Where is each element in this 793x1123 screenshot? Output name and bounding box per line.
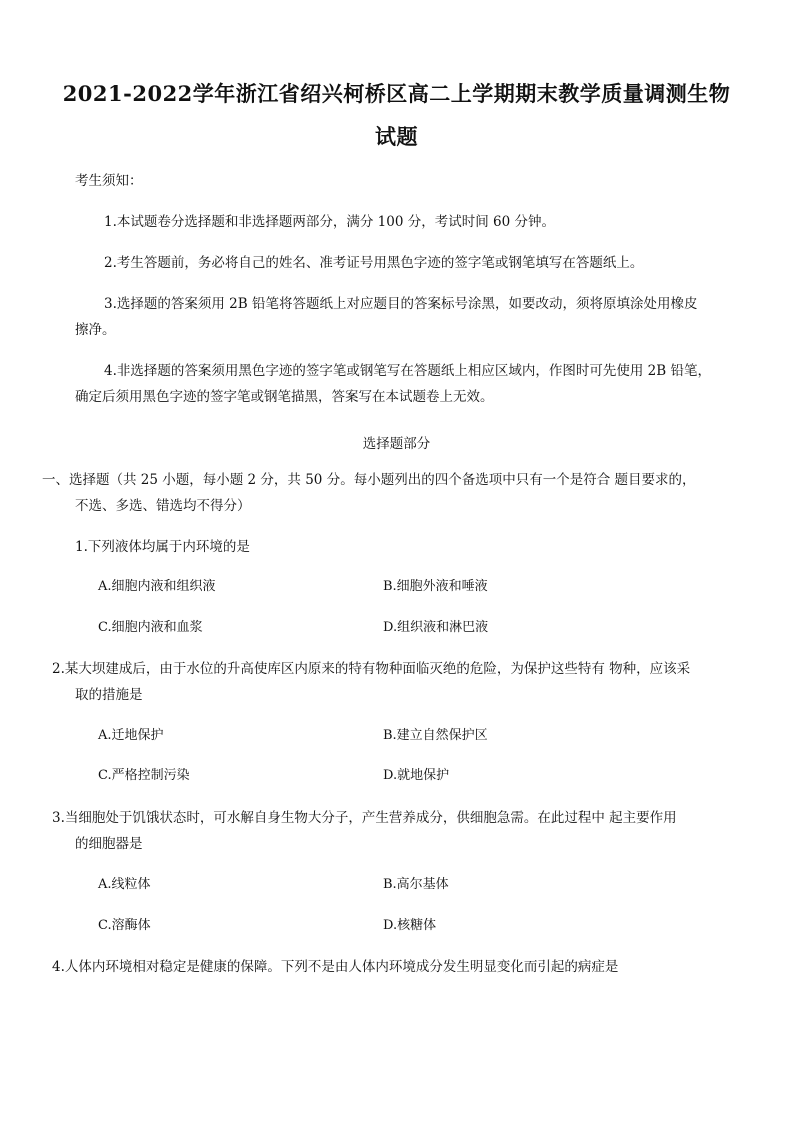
question-3-option-d: D.核糖体 bbox=[383, 918, 437, 933]
part-one-heading: 一、选择题（共 25 小题，每小题 2 分，共 50 分。每小题列出的四个备选项中只有一个是符合 题目要求的， bbox=[42, 472, 696, 488]
exam-title-line2: 试题 bbox=[375, 124, 418, 149]
question-2-option-c: C.严格控制污染 bbox=[98, 768, 190, 783]
exam-title-line1: 2021-2022学年浙江省绍兴柯桥区高二上学期期末教学质量调测生物 bbox=[62, 81, 731, 106]
question-4-stem: 4.人体内环境相对稳定是健康的保障。下列不是由人体内环境成分发生明显变化而引起的病症是 bbox=[52, 959, 619, 975]
question-1-option-b: B.细胞外液和唾液 bbox=[383, 579, 488, 594]
question-1-option-d: D.组织液和淋巴液 bbox=[383, 620, 489, 635]
question-3-stem: 3.当细胞处于饥饿状态时，可水解自身生物大分子，产生营养成分，供细胞急需。在此过程中 起主要作用 bbox=[52, 810, 677, 826]
question-1-option-c: C.细胞内液和血浆 bbox=[98, 620, 203, 635]
notice-item-3: 3.选择题的答案须用 2B 铅笔将答题纸上对应题目的答案标号涂黑，如要改动，须将原填涂处用橡皮 bbox=[104, 296, 698, 312]
question-3-stem-cont: 的细胞器是 bbox=[75, 836, 143, 852]
question-1-option-a: A.细胞内液和组织液 bbox=[98, 579, 216, 594]
question-3-option-c: C.溶酶体 bbox=[98, 918, 151, 933]
question-3-option-a: A.线粒体 bbox=[98, 877, 151, 892]
question-2-stem-cont: 取的措施是 bbox=[75, 687, 143, 703]
notice-item-4-cont: 确定后须用黑色字迹的签字笔或钢笔描黑，答案写在本试题卷上无效。 bbox=[75, 389, 494, 405]
question-2-stem: 2.某大坝建成后，由于水位的升高使库区内原来的特有物种面临灭绝的危险，为保护这些特有 物种，应该采 bbox=[52, 661, 691, 677]
question-3-option-b: B.高尔基体 bbox=[383, 877, 449, 892]
notice-item-4: 4.非选择题的答案须用黑色字迹的签字笔或钢笔写在答题纸上相应区域内，作图时可先使用 2B 铅笔， bbox=[104, 363, 711, 379]
question-2-option-d: D.就地保护 bbox=[383, 768, 450, 783]
notice-item-3-cont: 擦净。 bbox=[75, 322, 116, 338]
notice-item-1: 1.本试题卷分选择题和非选择题两部分，满分 100 分，考试时间 60 分钟。 bbox=[104, 214, 555, 230]
question-2-option-a: A.迁地保护 bbox=[98, 728, 164, 743]
question-1-stem: 1.下列液体均属于内环境的是 bbox=[75, 539, 250, 555]
part-one-heading-cont: 不选、多选、错选均不得分） bbox=[75, 498, 251, 514]
notice-heading: 考生须知： bbox=[75, 173, 143, 189]
section-title: 选择题部分 bbox=[362, 436, 431, 452]
notice-item-2: 2.考生答题前，务必将自己的姓名、准考证号用黑色字迹的签字笔或钢笔填写在答题纸上。 bbox=[104, 255, 644, 271]
question-2-option-b: B.建立自然保护区 bbox=[383, 728, 488, 743]
